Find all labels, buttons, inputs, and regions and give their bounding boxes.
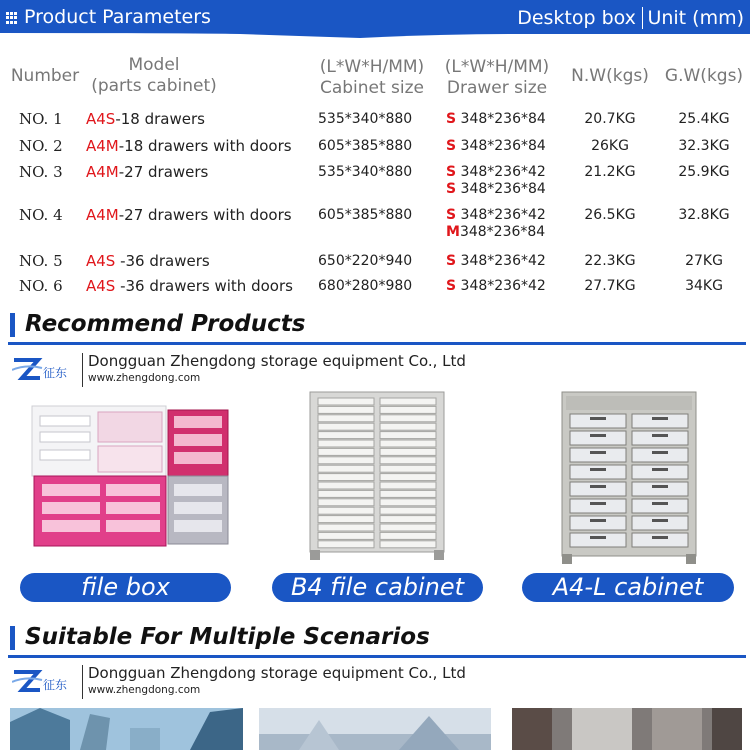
row-net-weight: 27.7KG [584,278,636,294]
row-drawer-size [446,206,546,224]
drawer-front [318,524,374,531]
drawer-front [632,431,688,445]
drawer-front [380,406,436,413]
row-cabinet-size: 535*340*880 [318,111,413,127]
drawer-front [632,499,688,513]
drawer-front [570,414,626,428]
drawer-front [318,474,374,481]
model-description: -18 drawers [115,110,205,128]
col-model-subtitle: (parts cabinet) [91,76,217,96]
drawer-front [632,516,688,530]
drawer-size-value: 348*236*42 [456,278,546,294]
b4-file-cabinet-button[interactable]: B4 file cabinet [272,573,483,602]
row-model [86,163,208,181]
drawer-size-code: S [446,111,457,127]
col-number-header: Number [10,66,80,86]
svg-text:征东: 征东 [43,366,68,380]
logo-separator [82,665,83,699]
drawer-size-code: S [446,164,457,180]
model-description: -36 drawers with doors [115,277,293,295]
drawer-front [318,532,374,539]
logo-separator [82,353,83,387]
row-cabinet-size: 605*385*880 [318,207,413,223]
header-separator [642,7,644,29]
row-net-weight: 26KG [591,138,629,154]
drawer-front [380,457,436,464]
row-model [86,110,205,128]
drawer-size-value: 348*236*84 [456,138,546,154]
svg-text:征东: 征东 [43,678,68,692]
a4l-cabinet-button[interactable]: A4-L cabinet [522,573,734,602]
zhengdong-logo-icon [12,356,74,386]
drawer-size-code: M [446,224,460,240]
drawer-front [632,482,688,496]
col-drawer-header [438,57,556,99]
row-cabinet-size: 680*280*980 [318,278,413,294]
drawer-front [318,457,374,464]
zhengdong-logo-icon [12,668,74,698]
drawer-front [318,398,374,405]
section-accent-bar [10,313,15,337]
grid-menu-icon [6,12,18,24]
scenario-photo-buildings [512,708,742,750]
drawer-front [380,432,436,439]
drawer-handle [652,434,668,437]
col-drawer-title: Drawer size [446,78,548,98]
col-cabinet-title: Cabinet size [319,78,425,98]
b4-file-cabinet-image[interactable] [308,390,446,562]
row-gross-weight: 27KG [685,253,723,269]
drawer-front [318,432,374,439]
row-gross-weight: 34KG [685,278,723,294]
col-cabinet-header [312,57,432,99]
header-desktop-box: Desktop box [517,7,636,29]
row-drawer-size [446,163,546,181]
drawer-size-value: 348*236*42 [456,207,546,223]
drawer-front [318,516,374,523]
header-unit: Unit (mm) [647,7,744,29]
scenarios-section-header [8,622,746,658]
row-number: NO. 2 [19,137,63,155]
drawer-handle [652,451,668,454]
scenario-photo-office [259,708,491,750]
drawer-front [318,415,374,422]
col-cabinet-units: (L*W*H/MM) [319,57,425,77]
drawer-front [570,482,626,496]
drawer-front [318,448,374,455]
model-code: A4M [86,137,119,155]
drawer-front [380,448,436,455]
drawer-front [380,482,436,489]
drawer-front [570,499,626,513]
drawer-front [380,507,436,514]
drawer-front [380,465,436,472]
row-drawer-size [446,110,546,128]
row-cabinet-size: 605*385*880 [318,138,413,154]
company-banner-scenarios [8,660,746,708]
row-net-weight: 20.7KG [584,111,636,127]
drawer-size-code: S [446,207,457,223]
drawer-front [318,507,374,514]
drawer-front [570,448,626,462]
drawer-front [632,465,688,479]
drawer-front [380,516,436,523]
file-box-button[interactable]: file box [20,573,231,602]
drawer-front [380,532,436,539]
row-gross-weight: 32.8KG [678,207,730,223]
drawer-handle [652,519,668,522]
drawer-front [318,423,374,430]
drawer-handle [590,468,606,471]
section-underline [8,655,746,658]
drawer-front [380,499,436,506]
drawer-front [632,414,688,428]
drawer-front [380,415,436,422]
drawer-front [318,465,374,472]
header-bar [0,0,750,40]
drawer-size-value: 348*236*42 [456,164,546,180]
row-net-weight: 22.3KG [584,253,636,269]
row-net-weight: 21.2KG [584,164,636,180]
drawer-front [380,490,436,497]
scenario-photo-city [10,708,243,750]
drawer-front [318,482,374,489]
row-number: NO. 3 [19,163,63,181]
col-drawer-units: (L*W*H/MM) [444,57,550,77]
a4l-cabinet-image[interactable] [560,390,698,564]
model-code: A4S [86,252,116,270]
drawer-handle [652,417,668,420]
row-number: NO. 5 [19,252,63,270]
drawer-front [380,524,436,531]
file-box-image[interactable] [28,402,232,548]
drawer-front [318,406,374,413]
drawer-handle [652,485,668,488]
drawer-handle [652,502,668,505]
section-accent-bar [10,626,15,650]
col-gw-header: G.W(kgs) [664,66,744,86]
drawer-front [632,448,688,462]
scenarios-title: Suitable For Multiple Scenarios [25,624,430,650]
row-drawer-size [446,137,546,155]
row-gross-weight: 25.4KG [678,111,730,127]
col-model-title: Model [128,55,180,75]
row-cabinet-size: 535*340*880 [318,164,413,180]
drawer-handle [590,536,606,539]
drawer-front [380,440,436,447]
drawer-handle [590,519,606,522]
drawer-front [318,490,374,497]
model-description: -36 drawers [115,252,210,270]
row-model [86,206,292,224]
row-number: NO. 1 [19,110,63,128]
company-name: Dongguan Zhengdong storage equipment Co., Ltd [88,352,466,370]
drawer-size-value: 348*236*84 [456,111,546,127]
drawer-handle [590,417,606,420]
drawer-front [318,440,374,447]
row-gross-weight: 32.3KG [678,138,730,154]
recommend-title: Recommend Products [25,311,306,337]
drawer-front [570,431,626,445]
drawer-front [318,541,374,548]
model-code: A4M [86,206,119,224]
row-model [86,252,210,270]
model-description: -27 drawers with doors [118,206,292,224]
drawer-handle [590,485,606,488]
drawer-front [632,533,688,547]
drawer-front [380,398,436,405]
row-number: NO. 4 [19,206,63,224]
col-model-header [84,55,224,97]
drawer-handle [652,536,668,539]
drawer-front [570,533,626,547]
drawer-size-code: S [446,138,457,154]
drawer-size-value: 348*236*84 [456,181,546,197]
drawer-front [380,423,436,430]
row-drawer-size [446,252,546,270]
section-underline [8,342,746,345]
header-title: Product Parameters [24,6,211,28]
row-gross-weight: 25.9KG [678,164,730,180]
recommend-section-header [8,309,746,345]
row-model [86,137,292,155]
row-drawer-size-2 [446,180,546,198]
company-website: www.zhengdong.com [88,372,201,384]
row-net-weight: 26.5KG [584,207,636,223]
drawer-front [380,474,436,481]
row-cabinet-size: 650*220*940 [318,253,413,269]
drawer-size-code: S [446,278,457,294]
row-drawer-size [446,277,546,295]
model-code: A4S [86,277,116,295]
row-number: NO. 6 [19,277,63,295]
company-name: Dongguan Zhengdong storage equipment Co., Ltd [88,664,466,682]
model-description: -18 drawers with doors [118,137,292,155]
row-model [86,277,293,295]
drawer-size-code: S [446,253,457,269]
drawer-front [570,516,626,530]
header-right [517,7,744,29]
drawer-front [570,465,626,479]
drawer-size-value: 348*236*84 [459,224,546,240]
drawer-front [318,499,374,506]
model-code: A4S [86,110,116,128]
drawer-handle [590,434,606,437]
drawer-handle [652,468,668,471]
drawer-front [380,541,436,548]
model-description: -27 drawers [118,163,209,181]
row-drawer-size-2 [446,223,545,241]
drawer-size-value: 348*236*42 [456,253,546,269]
model-code: A4M [86,163,119,181]
col-nw-header: N.W(kgs) [571,66,649,86]
drawer-size-code: S [446,181,457,197]
drawer-handle [590,451,606,454]
company-banner-recommend [8,348,746,396]
drawer-handle [590,502,606,505]
company-website: www.zhengdong.com [88,684,201,696]
